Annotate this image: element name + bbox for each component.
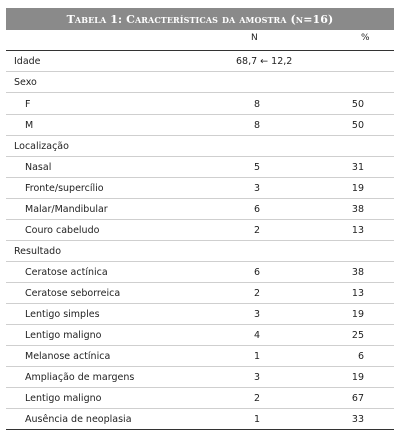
row-label: Localização — [14, 141, 69, 152]
row-label: Resultado — [14, 246, 62, 257]
row-label: Ausência de neoplasia — [25, 414, 132, 425]
row-label: Sexo — [14, 77, 37, 88]
header-percent: % — [361, 33, 370, 43]
row-pct: 67 — [351, 393, 364, 404]
row-label: Idade — [14, 56, 41, 67]
row-label: Couro cabeludo — [25, 225, 100, 236]
table-row-resultado — [6, 241, 394, 262]
table-row — [6, 220, 394, 241]
row-n: 2 — [254, 225, 261, 236]
table-row — [6, 262, 394, 283]
table-row — [6, 94, 394, 115]
header-n: N — [251, 33, 258, 43]
row-pct: 13 — [351, 288, 364, 299]
table-header — [6, 30, 394, 51]
table-row — [6, 304, 394, 325]
row-n: 8 — [254, 120, 261, 131]
row-pct: 50 — [351, 120, 364, 131]
row-pct: 50 — [351, 99, 364, 110]
table-row — [6, 409, 394, 430]
table-title: Tabela 1: Características da amostra (n=16) — [6, 8, 394, 30]
row-pct: 38 — [351, 204, 364, 215]
table-row-idade — [6, 51, 394, 72]
table-row — [6, 199, 394, 220]
row-n: 6 — [254, 267, 261, 278]
row-pct: 31 — [351, 162, 364, 173]
row-n: 5 — [254, 162, 261, 173]
row-pct: 19 — [351, 309, 364, 320]
table-row — [6, 346, 394, 367]
row-label: Melanose actínica — [25, 351, 111, 362]
row-n: 2 — [254, 288, 261, 299]
row-n: 8 — [254, 99, 261, 110]
table-row — [6, 325, 394, 346]
row-pct: 13 — [351, 225, 364, 236]
table-row-sexo — [6, 72, 394, 93]
row-n: 4 — [254, 330, 261, 341]
row-n: 3 — [254, 309, 261, 320]
row-pct: 19 — [351, 372, 364, 383]
table-row — [6, 367, 394, 388]
row-label: Ceratose seborreica — [25, 288, 121, 299]
row-label: Ampliação de margens — [25, 372, 135, 383]
row-label: M — [25, 120, 34, 131]
row-n: 3 — [254, 372, 261, 383]
table-row — [6, 388, 394, 409]
row-label: Ceratose actínica — [25, 267, 108, 278]
table-row-localizacao — [6, 136, 394, 157]
row-n: 1 — [254, 414, 261, 425]
row-pct: 25 — [351, 330, 364, 341]
row-label: F — [25, 99, 31, 110]
row-n: 6 — [254, 204, 261, 215]
row-n: 2 — [254, 393, 261, 404]
row-pct: 33 — [351, 414, 364, 425]
table-row — [6, 178, 394, 199]
row-label: Malar/Mandibular — [25, 204, 108, 215]
row-label: Lentigo simples — [25, 309, 100, 320]
row-n: 1 — [254, 351, 261, 362]
row-label: Fronte/supercílio — [25, 183, 104, 194]
table-row — [6, 115, 394, 136]
row-n: 68,7 ← 12,2 — [236, 56, 293, 67]
table-row — [6, 283, 394, 304]
row-pct: 38 — [351, 267, 364, 278]
row-pct: 6 — [357, 351, 364, 362]
row-label: Nasal — [25, 162, 52, 173]
row-label: Lentigo maligno — [25, 393, 102, 404]
row-n: 3 — [254, 183, 261, 194]
row-label: Lentigo maligno — [25, 330, 102, 341]
row-pct: 19 — [351, 183, 364, 194]
table-row — [6, 157, 394, 178]
